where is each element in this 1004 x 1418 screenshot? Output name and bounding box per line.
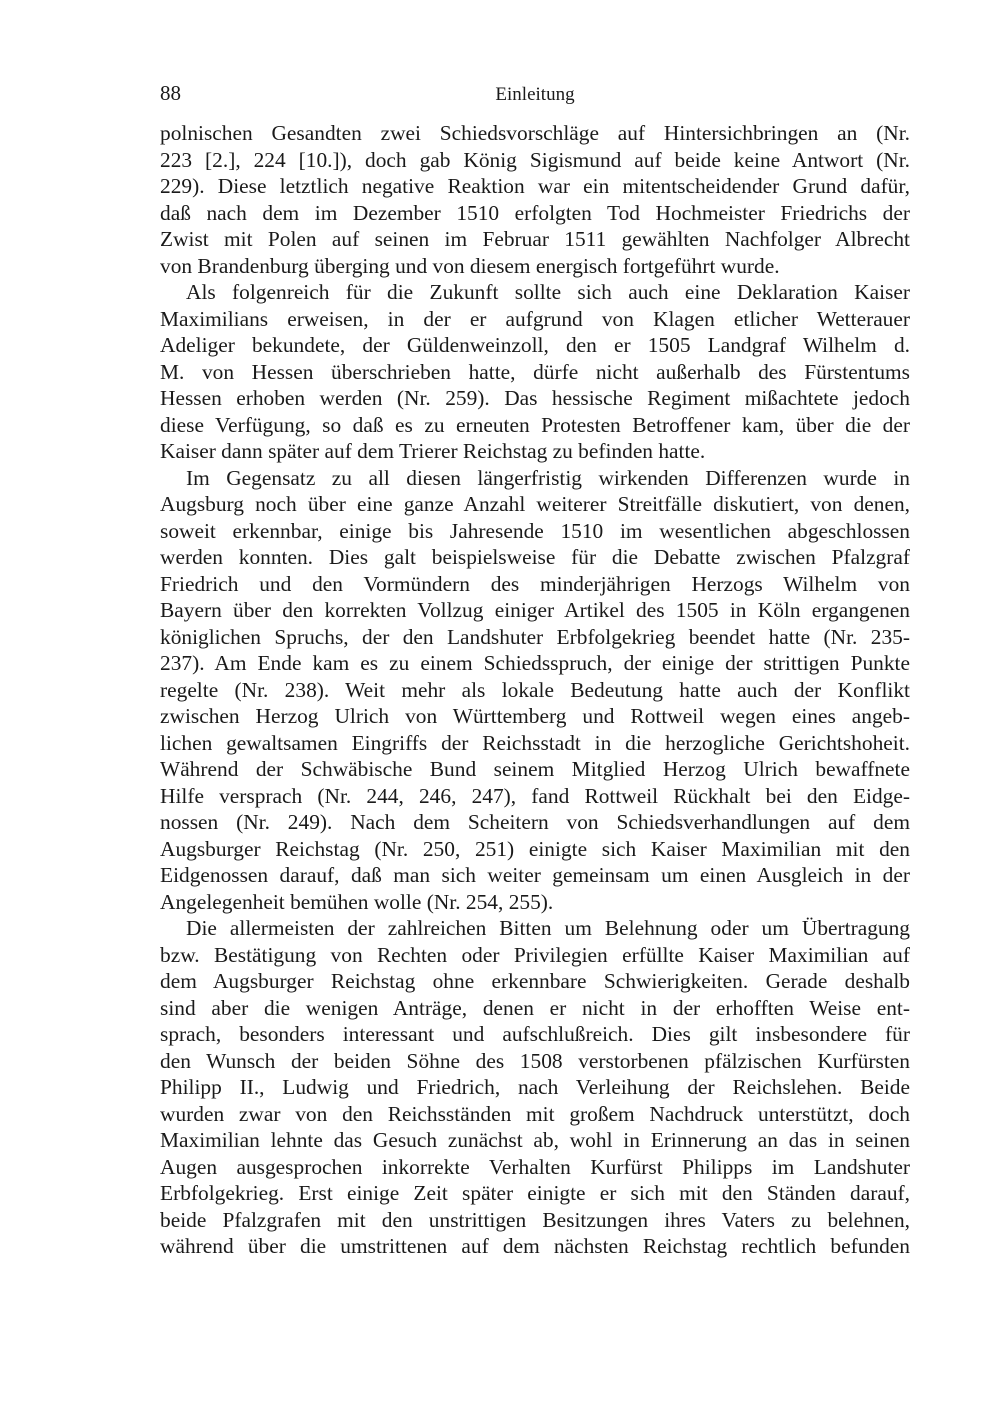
text-line: Die allermeisten der zahlreichen Bitten um Belehnung oder um Übertragung (186, 916, 910, 940)
text-line: Angelegenheit bemühen wolle (Nr. 254, 255). (160, 889, 554, 914)
text-line: 237). Am Ende kam es zu einem Schiedsspruch, der einige der strittigen Punkte (160, 651, 910, 675)
body-text (160, 120, 910, 1260)
text-line: Bayern über den korrekten Vollzug einiger Artikel des 1505 in Köln ergangenen (160, 598, 910, 622)
text-line: diese Verfügung, so daß es zu erneuten Protesten Betroffener kam, über die der (160, 412, 910, 437)
text-line: Hilfe versprach (Nr. 244, 246, 247), fand Rottweil Rückhalt bei den Eidge- (160, 783, 910, 808)
text-line: Friedrich und den Vormündern des minderjährigen Herzogs Wilhelm von (160, 571, 910, 596)
text-line: dem Augsburger Reichstag ohne erkennbare Schwierigkeiten. Gerade deshalb (160, 969, 910, 993)
text-line: Eidgenossen darauf, daß man sich weiter gemeinsam um einen Ausgleich in der (160, 863, 910, 887)
text-line: Im Gegensatz zu all diesen längerfristig wirkenden Differenzen wurde in (186, 465, 910, 490)
paragraph (160, 465, 910, 916)
text-line: königlichen Spruchs, der den Landshuter Erbfolgekrieg beendet hatte (Nr. 235- (160, 624, 910, 649)
text-line: Hessen erhoben werden (Nr. 259). Das hessische Regiment mißachtete jedoch (160, 386, 910, 410)
text-line: M. von Hessen überschrieben hatte, dürfe nicht außerhalb des Fürstentums (160, 359, 910, 384)
text-line: Maximilians erweisen, in der er aufgrund von Klagen etlicher Wetterauer (160, 306, 910, 331)
text-line: nossen (Nr. 249). Nach dem Scheitern von Schiedsverhandlungen auf dem (160, 810, 910, 834)
running-head: Einleitung (495, 84, 575, 105)
text-line: von Brandenburg überging und von diesem energisch fortgeführt wurde. (160, 253, 780, 278)
text-line: daß nach dem im Dezember 1510 erfolgten Tod Hochmeister Friedrichs der (160, 200, 910, 225)
text-line: Philipp II., Ludwig und Friedrich, nach Verleihung der Reichslehen. Beide (160, 1075, 910, 1099)
text-line: Augsburg noch über eine ganze Anzahl weiterer Streitfälle diskutiert, von denen, (160, 492, 910, 516)
text-line: Augsburger Reichstag (Nr. 250, 251) einigte sich Kaiser Maximilian mit den (160, 836, 910, 861)
text-line: regelte (Nr. 238). Weit mehr als lokale Bedeutung hatte auch der Konflikt (160, 677, 910, 702)
text-line: 229). Diese letztlich negative Reaktion war ein mitentscheidender Grund dafür, (160, 174, 910, 198)
paragraph (160, 915, 910, 1260)
text-line: Während der Schwäbische Bund seinem Mitglied Herzog Ulrich bewaffnete (160, 757, 910, 781)
text-line: den Wunsch der beiden Söhne des 1508 verstorbenen pfälzischen Kurfürsten (160, 1048, 910, 1073)
text-line: werden konnten. Dies galt beispielsweise für die Debatte zwischen Pfalzgraf (160, 545, 910, 569)
paragraph (160, 279, 910, 465)
text-line: wurden zwar von den Reichsständen mit großem Nachdruck unterstützt, doch (160, 1101, 910, 1126)
text-line: Maximilian lehnte das Gesuch zunächst ab, wohl in Erinnerung an das in seinen (160, 1128, 910, 1152)
text-line: Erbfolgekrieg. Erst einige Zeit später einigte er sich mit den Ständen darauf, (160, 1181, 910, 1205)
text-line: sind aber die wenigen Anträge, denen er nicht in der erhofften Weise ent- (160, 995, 910, 1020)
text-line: soweit erkennbar, einige bis Jahresende 1510 im wesentlichen abgeschlossen (160, 518, 910, 543)
text-line: während über die umstrittenen auf dem nächsten Reichstag rechtlich befunden (160, 1234, 910, 1258)
paragraph (160, 120, 910, 279)
text-line: polnischen Gesandten zwei Schiedsvorschläge auf Hintersichbringen an (Nr. (160, 121, 910, 145)
text-line: lichen gewaltsamen Eingriffs der Reichsstadt in die herzogliche Gerichtshoheit. (160, 730, 910, 755)
text-line: Zwist mit Polen auf seinen im Februar 1511 gewählten Nachfolger Albrecht (160, 227, 910, 251)
text-line: Augen ausgesprochen inkorrekte Verhalten Kurfürst Philipps im Landshuter (160, 1154, 910, 1179)
text-line: bzw. Bestätigung von Rechten oder Privilegien erfüllte Kaiser Maximilian auf (160, 942, 910, 967)
text-line: Als folgenreich für die Zukunft sollte sich auch eine Deklaration Kaiser (186, 280, 910, 304)
text-line: zwischen Herzog Ulrich von Württemberg und Rottweil wegen eines angeb- (160, 704, 910, 728)
page-number: 88 (160, 81, 181, 105)
text-line: Adeliger bekundete, der Güldenweinzoll, den er 1505 Landgraf Wilhelm d. (160, 333, 910, 357)
text-line: 223 [2.], 224 [10.]), doch gab König Sigismund auf beide keine Antwort (Nr. (160, 147, 910, 172)
text-line: beide Pfalzgrafen mit den unstrittigen Besitzungen ihres Vaters zu belehnen, (160, 1207, 910, 1232)
text-line: Kaiser dann später auf dem Trierer Reichstag zu befinden hatte. (160, 439, 706, 463)
text-line: sprach, besonders interessant und aufschlußreich. Dies gilt insbesondere für (160, 1022, 910, 1046)
